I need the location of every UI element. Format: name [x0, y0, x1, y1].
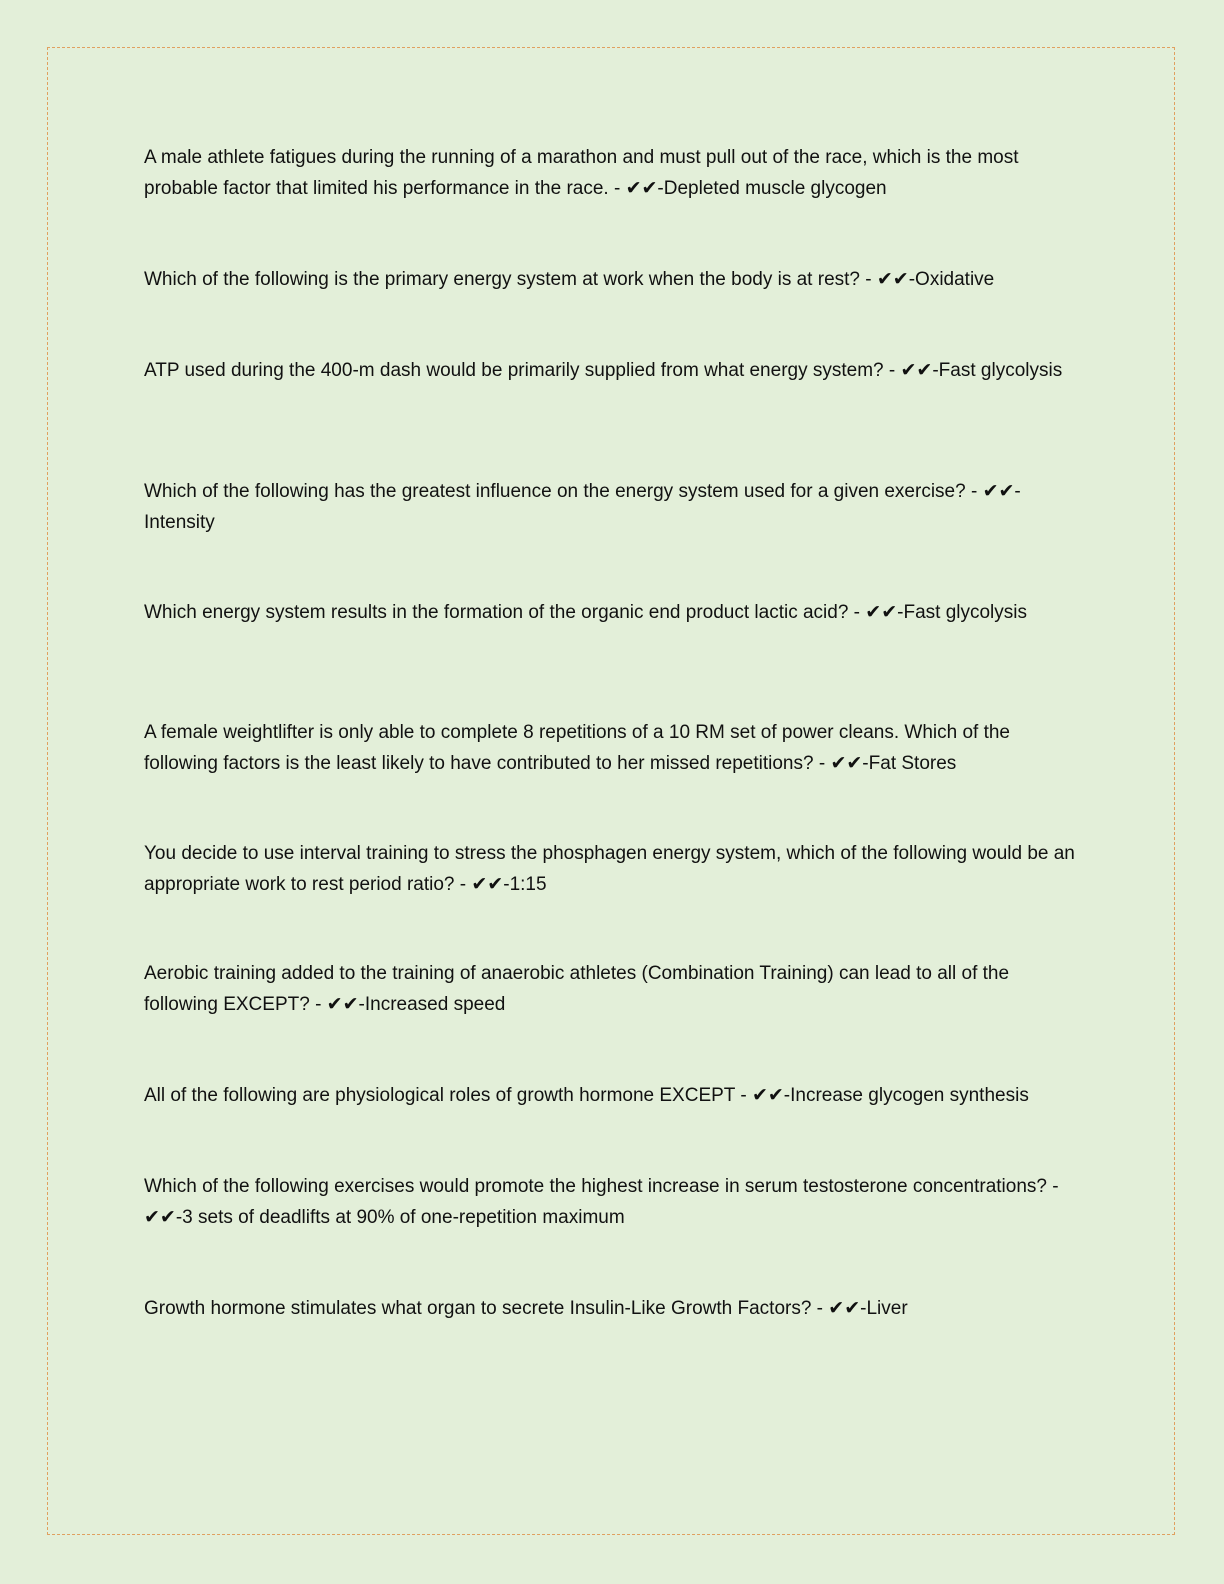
answer-text: Intensity [144, 512, 215, 533]
question-text: All of the following are physiological roles of growth hormone EXCEPT [144, 1085, 736, 1106]
question-text: Which of the following has the greatest influence on the energy system used for a given exercise? [144, 481, 966, 502]
qa-item [144, 717, 1084, 779]
answer-separator: - ✔✔- [608, 178, 664, 199]
qa-item [144, 838, 1084, 900]
answer-text: Liver [866, 1298, 908, 1319]
answer-text: Fast glycolysis [903, 602, 1027, 623]
answer-separator: - ✔✔- [144, 1176, 1059, 1228]
question-text: Which energy system results in the formation of the organic end product lactic acid? [144, 602, 849, 623]
qa-item [144, 142, 1084, 204]
answer-separator: - ✔✔- [859, 269, 916, 290]
qa-item [144, 597, 1084, 628]
question-text: Aerobic training added to the training of anaerobic athletes (Combination Training) can lead to all of the following EXCEPT? [144, 963, 1010, 1015]
question-text: Which of the following exercises would promote the highest increase in serum testosterone concentrations? [144, 1176, 1047, 1197]
answer-text: Increased speed [364, 994, 506, 1015]
qa-item [144, 264, 1084, 295]
answer-text: Fat Stores [868, 753, 957, 774]
answer-separator: - ✔✔- [813, 753, 869, 774]
answer-separator: - ✔✔- [309, 994, 365, 1015]
question-text: A male athlete fatigues during the running of a marathon and must pull out of the race, which is the most probable factor that limited his performance in the race. [144, 147, 1019, 199]
answer-separator: - ✔✔- [965, 481, 1021, 502]
question-text: A female weightlifter is only able to complete 8 repetitions of a 10 RM set of power cleans. Which of the following factors is the least likely to have contributed to her missed repetitions? [144, 722, 1010, 774]
qa-item [144, 476, 1084, 538]
qa-item [144, 1080, 1084, 1111]
answer-separator: - ✔✔- [454, 874, 510, 895]
answer-text: 1:15 [509, 874, 547, 895]
answer-text: Oxidative [915, 269, 995, 290]
question-text: Which of the following is the primary energy system at work when the body is at rest? [144, 269, 860, 290]
answer-separator: - ✔✔- [883, 360, 939, 381]
answer-text: Fast glycolysis [938, 360, 1063, 381]
answer-separator: - ✔✔- [848, 602, 904, 623]
question-text: ATP used during the 400-m dash would be primarily supplied from what energy system? [144, 360, 884, 381]
answer-text: 3 sets of deadlifts at 90% of one-repetition maximum [182, 1207, 625, 1228]
answer-separator: - ✔✔- [735, 1085, 791, 1106]
answer-text: Increase glycogen synthesis [790, 1085, 1029, 1106]
answer-text: Depleted muscle glycogen [663, 178, 887, 199]
question-text: Growth hormone stimulates what organ to secrete Insulin-Like Growth Factors? [144, 1298, 812, 1319]
qa-item [144, 1293, 1084, 1324]
answer-separator: - ✔✔- [811, 1298, 867, 1319]
question-text: You decide to use interval training to stress the phosphagen energy system, which of the following would be an appropriate work to rest period ratio? [144, 843, 1075, 895]
qa-item [144, 958, 1084, 1020]
qa-item [144, 1171, 1084, 1233]
qa-item [144, 355, 1084, 386]
